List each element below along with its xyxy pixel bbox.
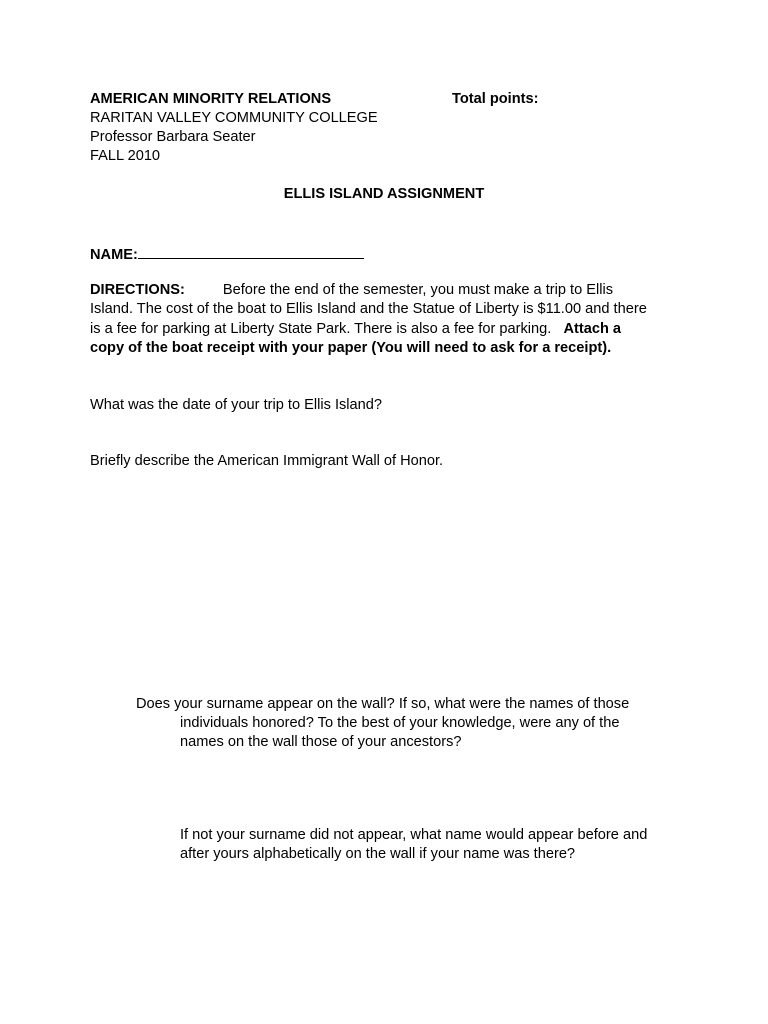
question-alphabetical-line-1: If not your surname did not appear, what name would appear before and bbox=[180, 827, 648, 843]
professor-name: Professor Barbara Seater bbox=[90, 129, 256, 145]
name-blank-line[interactable] bbox=[138, 243, 364, 259]
directions-bold-3: Attach a bbox=[563, 320, 622, 337]
directions-label: DIRECTIONS: bbox=[90, 282, 185, 298]
question-alphabetical bbox=[180, 826, 647, 864]
assignment-title: ELLIS ISLAND ASSIGNMENT bbox=[283, 186, 485, 202]
question-surname-line-1: Does your surname appear on the wall? If so, what were the names of those bbox=[136, 696, 630, 712]
question-alphabetical-line-2: after yours alphabetically on the wall if your name was there? bbox=[180, 846, 576, 862]
directions-line-1 bbox=[90, 281, 680, 300]
directions-line-2: Island. The cost of the boat to Ellis Island and the Statue of Liberty is $11.00 and there bbox=[90, 301, 647, 318]
directions-line-4: copy of the boat receipt with your paper (You will need to ask for a receipt). bbox=[90, 339, 612, 356]
directions-line-3 bbox=[90, 320, 680, 339]
total-points-label: Total points: bbox=[452, 91, 539, 107]
course-title: AMERICAN MINORITY RELATIONS bbox=[90, 91, 332, 107]
question-trip-date: What was the date of your trip to Ellis Island? bbox=[90, 397, 383, 413]
name-label: NAME: bbox=[90, 247, 138, 263]
question-surname-line-3: names on the wall those of your ancestors? bbox=[180, 734, 462, 750]
question-wall-of-honor: Briefly describe the American Immigrant Wall of Honor. bbox=[90, 453, 444, 469]
college-name: RARITAN VALLEY COMMUNITY COLLEGE bbox=[90, 110, 378, 126]
question-surname-line-2: individuals honored? To the best of your knowledge, were any of the bbox=[180, 715, 620, 731]
directions-text-1: Before the end of the semester, you must make a trip to Ellis bbox=[222, 282, 614, 298]
term: FALL 2010 bbox=[90, 148, 161, 164]
directions-paragraph bbox=[90, 281, 680, 358]
name-row bbox=[90, 243, 364, 265]
question-surname bbox=[136, 695, 629, 752]
directions-text-3: is a fee for parking at Liberty State Park. There is also a fee for parking. bbox=[90, 320, 552, 337]
